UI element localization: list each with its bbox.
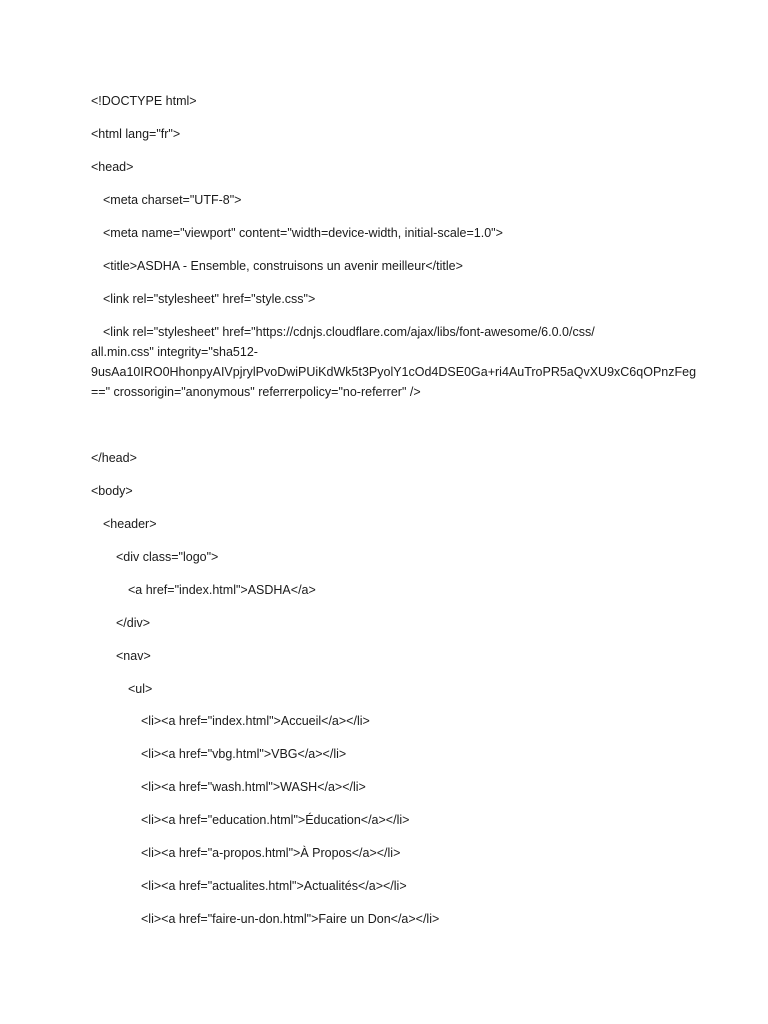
code-line: <li><a href="faire-un-don.html">Faire un Don</a></li>	[141, 912, 440, 926]
code-line: <li><a href="education.html">Éducation</a></li>	[141, 813, 410, 827]
code-line: <li><a href="index.html">Accueil</a></li>	[141, 714, 370, 728]
code-line: <a href="index.html">ASDHA</a>	[128, 583, 316, 597]
code-line: <head>	[91, 160, 134, 174]
code-line: <li><a href="actualites.html">Actualités</a></li>	[141, 879, 407, 893]
code-line: <html lang="fr">	[91, 127, 181, 141]
code-line: all.min.css" integrity="sha512-	[91, 345, 258, 359]
code-line: <li><a href="a-propos.html">À Propos</a></li>	[141, 846, 401, 860]
code-line: <li><a href="vbg.html">VBG</a></li>	[141, 747, 347, 761]
code-line: ==" crossorigin="anonymous" referrerpolicy="no-referrer" />	[91, 385, 421, 399]
code-line: <link rel="stylesheet" href="style.css">	[103, 292, 316, 306]
code-line: <link rel="stylesheet" href="https://cdnjs.cloudflare.com/ajax/libs/font-awesome/6.0.0/css/	[103, 325, 595, 339]
code-line: <meta charset="UTF-8">	[103, 193, 242, 207]
code-line: <title>ASDHA - Ensemble, construisons un avenir meilleur</title>	[103, 259, 463, 273]
code-line: <meta name="viewport" content="width=device-width, initial-scale=1.0">	[103, 226, 503, 240]
code-line: <ul>	[128, 682, 153, 696]
code-line: <header>	[103, 517, 157, 531]
code-line: <body>	[91, 484, 133, 498]
code-line: </div>	[116, 616, 151, 630]
code-line: <nav>	[116, 649, 151, 663]
code-line: <!DOCTYPE html>	[91, 94, 197, 108]
code-line: <li><a href="wash.html">WASH</a></li>	[141, 780, 366, 794]
code-line: </head>	[91, 451, 137, 465]
code-line: <div class="logo">	[116, 550, 219, 564]
code-line: 9usAa10IRO0HhonpyAIVpjrylPvoDwiPUiKdWk5t3PyolY1cOd4DSE0Ga+ri4AuTroPR5aQvXU9xC6qOPnzFeg	[91, 365, 697, 379]
